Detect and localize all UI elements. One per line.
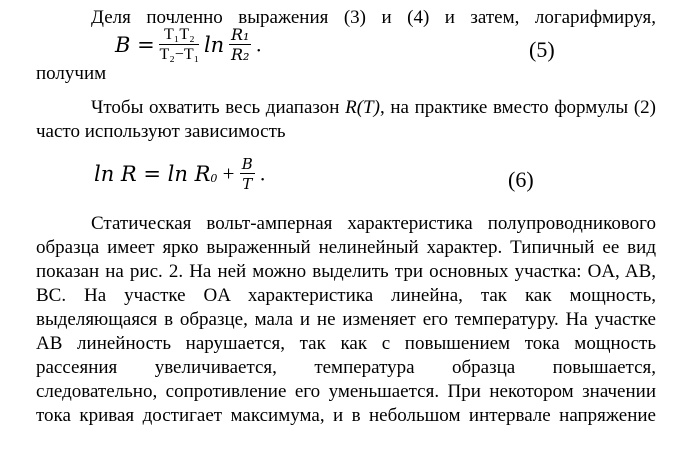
p2-text-b: , на практике вместо формулы (2) <box>379 97 656 118</box>
equation-6-number: (6) <box>508 167 534 192</box>
paragraph-3-line-3: показан на рис. 2. На ней можно выделить три основных участка: OA, AB, <box>36 261 656 282</box>
paragraph-3-line-8: следовательно, сопротивление его уменьшается. При некотором значении <box>36 381 656 402</box>
eq5-r-numerator: R₁ <box>230 25 250 44</box>
eq6-dot: . <box>260 161 266 186</box>
eq5-r-denominator: R₂ <box>230 45 250 64</box>
p2-r-of-t: R(T) <box>345 97 380 118</box>
paragraph-2-line-2: часто используют зависимость <box>36 121 286 142</box>
eq6-sub-0: 0 <box>210 171 218 185</box>
paragraph-3-line-7: рассеяния увеличивается, температура образца повышается, <box>36 357 656 378</box>
equation-5-number: (5) <box>529 37 555 62</box>
paragraph-3-line-9: тока кривая достигает максимума, и в небольшом интервале напряжение <box>36 405 656 426</box>
paragraph-3-line-1: Статическая вольт-амперная характеристика полупроводникового <box>91 213 656 234</box>
paragraph-1-line-2: получим <box>36 63 107 84</box>
eq6-fraction <box>240 155 255 193</box>
eq5-lhs: B = <box>115 33 155 57</box>
equation-6 <box>94 155 265 201</box>
eq5-fraction-temperatures <box>159 26 199 64</box>
paragraph-3-line-6: AB линейность нарушается, так как с повышением тока мощность <box>36 333 656 354</box>
paragraph-1-line-1: Деля почленно выражения (3) и (4) и затем, логарифмируя, <box>91 7 656 28</box>
eq5-ln: ln <box>203 33 225 57</box>
eq6-plus: + <box>222 161 235 186</box>
paragraph-3-line-2: образца имеет ярко выраженный нелинейный характер. Типичный ее вид <box>36 237 656 258</box>
paragraph-2-line-1 <box>91 96 656 120</box>
p2-text-a: Чтобы охватить весь диапазон <box>91 97 346 118</box>
eq5-denominator: T₂−T₁ <box>159 46 200 63</box>
equation-5 <box>115 26 261 72</box>
eq5-fraction-resistances <box>229 26 251 64</box>
eq6-numerator: B <box>241 155 253 173</box>
paragraph-3-line-4: BC. На участке OA характеристика линейна, так как мощность, <box>36 285 656 306</box>
paragraph-3-line-5: выделяющаяся в образце, мала и не изменяет его температуру. На участке <box>36 309 656 330</box>
eq5-dot: . <box>256 32 262 57</box>
eq5-numerator: T₁T₂ <box>159 26 199 45</box>
eq6-denominator: T <box>242 175 253 193</box>
eq6-lhs: ln R = ln R <box>94 162 211 186</box>
